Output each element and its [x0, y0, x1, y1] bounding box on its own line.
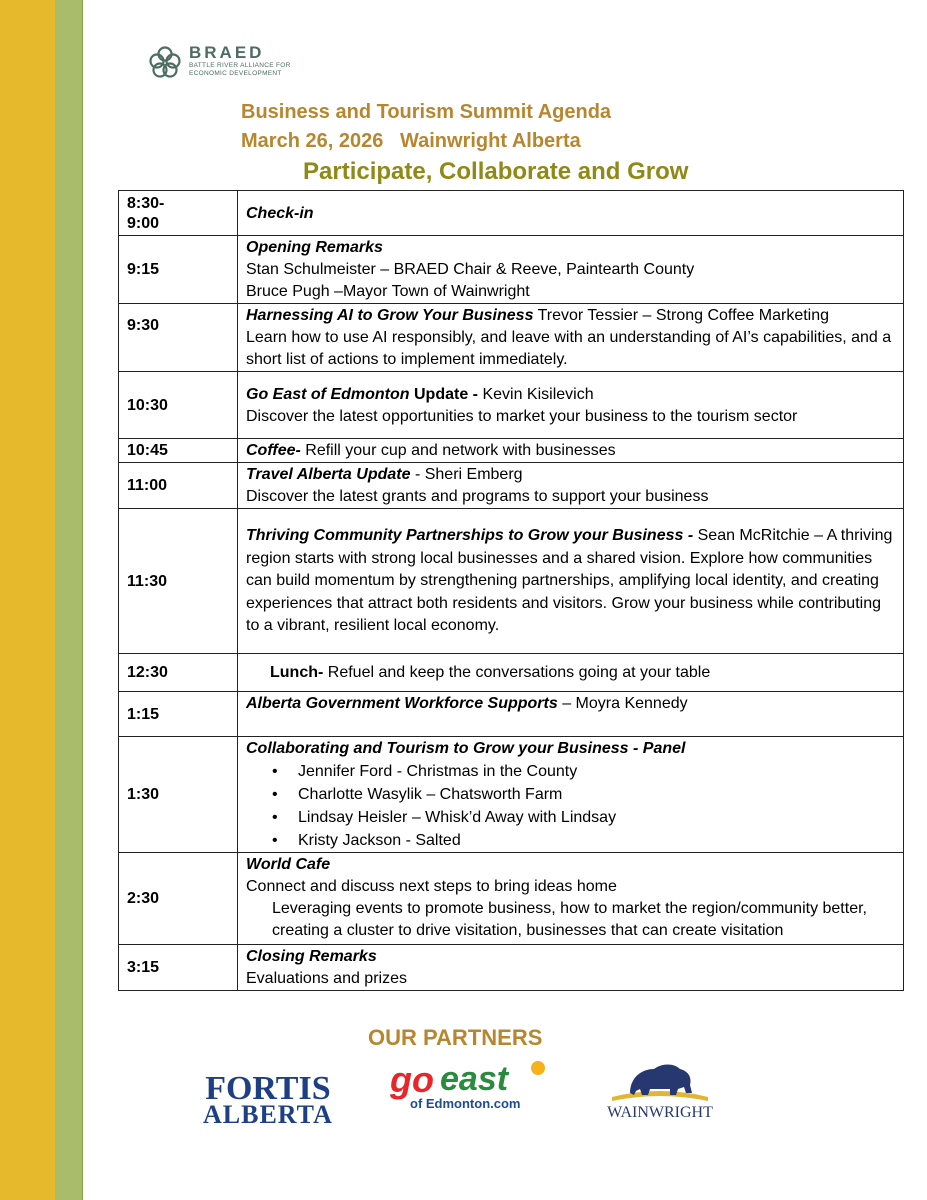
session-cell [238, 509, 904, 654]
time-cell: 11:30 [119, 509, 238, 654]
tagline: Participate, Collaborate and Grow [303, 158, 689, 185]
session-cell [238, 945, 904, 991]
time-cell: 11:00 [119, 463, 238, 509]
panelist-item: • Charlotte Wasylik – Chatsworth Farm [298, 783, 895, 806]
time-cell [119, 304, 238, 372]
time-cell [119, 191, 238, 236]
agenda-row [119, 304, 904, 372]
session-description: Learn how to use AI responsibly, and leave with an understanding of AI’s capabilities, and a short list of actions to implement immediately. [246, 329, 892, 368]
agenda-table [118, 190, 904, 991]
partners-heading: OUR PARTNERS [368, 1025, 543, 1050]
session-cell [238, 372, 904, 439]
session-title: World Cafe [246, 856, 331, 873]
stripe-divider [82, 0, 83, 1200]
session-speaker: Trevor Tessier – Strong Coffee Marketing [533, 307, 830, 324]
session-speaker: – Moyra Kennedy [557, 695, 688, 712]
date-location: March 26, 2026 Wainwright Alberta [241, 130, 581, 152]
session-title: Closing Remarks [246, 948, 377, 965]
session-title: Alberta Government Workforce Supports [246, 695, 558, 712]
session-description: Discover the latest opportunities to market your business to the tourism sector [246, 407, 798, 425]
agenda-row [119, 439, 904, 463]
braed-flower-icon [147, 44, 183, 80]
time-cell: 9:15 [119, 236, 238, 304]
agenda-row [119, 191, 904, 236]
goeast-tagline: of Edmonton.com [410, 1096, 521, 1111]
session-cell [238, 692, 904, 737]
session-title: Travel Alberta Update [246, 466, 411, 483]
agenda-row [119, 463, 904, 509]
panelist-item: • Jennifer Ford - Christmas in the County [298, 760, 895, 783]
session-cell [238, 737, 904, 853]
time-cell: 12:30 [119, 654, 238, 692]
left-stripe-green [55, 0, 83, 1200]
session-title: Collaborating and Tourism to Grow your Business - Panel [246, 740, 686, 757]
session-description: Sean McRitchie – A thriving region starts with strong local businesses and a shared vision. Explore how communities can build momentum by strengthening partnerships, amplifying local identity, and creating experiences that attract both residents and visitors. Grow your business while contributing to a vibrant, resilient local economy. [246, 527, 893, 634]
goeast-word-east: east [440, 1060, 509, 1098]
fortis-line1: FORTIS [205, 1070, 331, 1107]
braed-logo [147, 44, 291, 84]
time-cell: 10:30 [119, 372, 238, 439]
wainwright-logo [600, 1055, 720, 1125]
session-line: Evaluations and prizes [246, 970, 407, 987]
fortis-alberta-logo [203, 1070, 333, 1129]
agenda-row [119, 236, 904, 304]
panelist-item: • Kristy Jackson - Salted [298, 829, 895, 852]
session-title: Lunch- [270, 664, 324, 681]
session-title: Coffee- [246, 442, 301, 459]
session-title: Check-in [246, 204, 314, 222]
time-cell: 1:30 [119, 737, 238, 853]
session-cell [238, 853, 904, 945]
go-east-of-edmonton-logo [388, 1058, 550, 1116]
agenda-row [119, 945, 904, 991]
session-speaker: - Sheri Emberg [410, 466, 523, 483]
session-speaker: Kevin Kisilevich [478, 385, 594, 403]
time-start: 8:30- [127, 194, 165, 212]
sun-icon [531, 1061, 545, 1075]
agenda-row [119, 654, 904, 692]
session-title: Thriving Community Partnerships to Grow your Business - [246, 527, 694, 544]
wainwright-horizon [612, 1091, 708, 1101]
session-description: Leveraging events to promote business, how to market the region/community better, creating a cluster to drive visitation, businesses that can create visitation [272, 900, 867, 939]
session-title: Go East of Edmonton [246, 385, 410, 403]
session-cell [238, 654, 904, 692]
session-cell [238, 191, 904, 236]
time-cell: 1:15 [119, 692, 238, 737]
agenda-row [119, 372, 904, 439]
page-title: Business and Tourism Summit Agenda [241, 101, 612, 123]
time-label: 9:30 [127, 317, 160, 334]
session-cell [238, 304, 904, 372]
session-description: Refill your cup and network with businesses [300, 442, 616, 459]
logo-name: BRAED [189, 43, 265, 62]
session-description: Refuel and keep the conversations going at your table [323, 664, 711, 681]
panelist-item: • Lindsay Heisler – Whisk’d Away with Lindsay [298, 806, 895, 829]
session-line: Stan Schulmeister – BRAED Chair & Reeve, Paintearth County [246, 261, 695, 278]
agenda-row [119, 509, 904, 654]
session-title-suffix: Update - [409, 385, 478, 403]
time-cell: 3:15 [119, 945, 238, 991]
time-cell: 2:30 [119, 853, 238, 945]
session-cell [238, 236, 904, 304]
logo-subtitle-2: ECONOMIC DEVELOPMENT [189, 70, 282, 77]
agenda-row [119, 853, 904, 945]
session-title: Harnessing AI to Grow Your Business [246, 307, 534, 324]
left-stripe-yellow [0, 0, 55, 1200]
wainwright-wordmark: WAINWRIGHT [607, 1104, 713, 1121]
agenda-row [119, 692, 904, 737]
session-title: Opening Remarks [246, 239, 383, 256]
agenda-row [119, 737, 904, 853]
time-cell: 10:45 [119, 439, 238, 463]
time-end: 9:00 [127, 214, 160, 232]
fortis-line2: ALBERTA [203, 1100, 333, 1129]
session-cell [238, 439, 904, 463]
session-line: Connect and discuss next steps to bring ideas home [246, 878, 617, 895]
session-cell [238, 463, 904, 509]
panelist-list [246, 760, 895, 852]
bison-icon [630, 1065, 692, 1096]
logo-subtitle-1: BATTLE RIVER ALLIANCE FOR [189, 62, 291, 69]
session-line: Bruce Pugh –Mayor Town of Wainwright [246, 283, 530, 300]
goeast-word-go: go [390, 1059, 434, 1100]
session-description: Discover the latest grants and programs to support your business [246, 488, 709, 505]
